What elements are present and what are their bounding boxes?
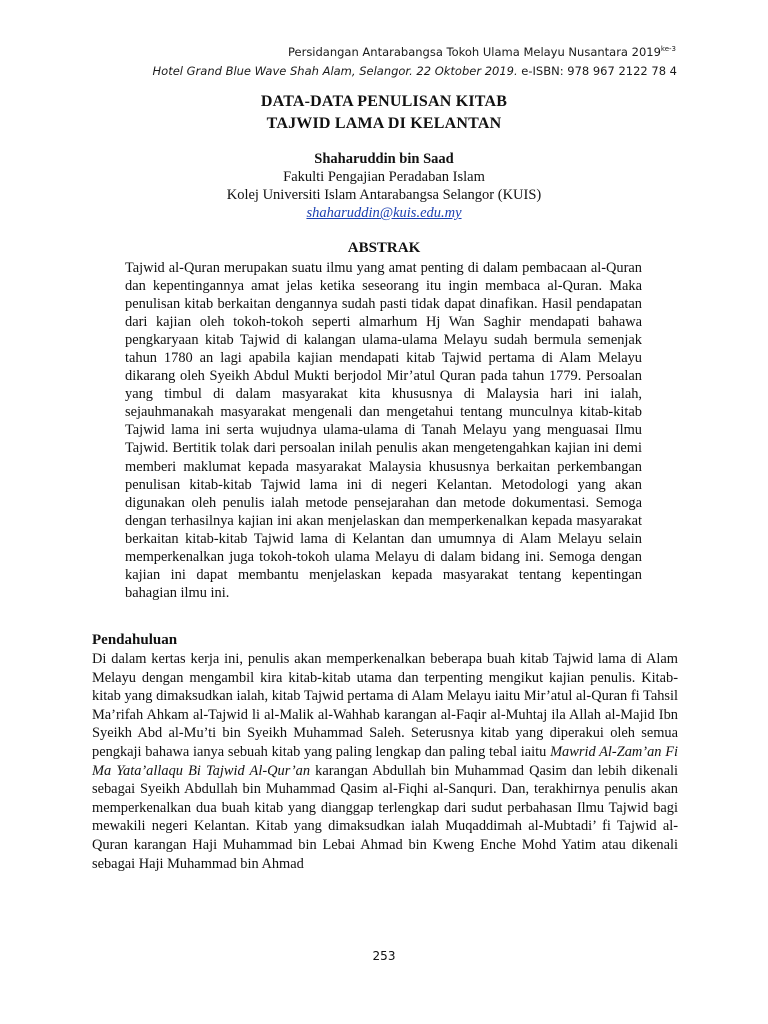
section-text-part2: karangan Abdullah bin Muhammad Qasim dan lebih dikenali sebagai Syeikh Abdullah bin Muhammad Qasim al-Fiqhi al-Sanquri. Dan, terakhirnya penulis akan memperkenalkan dua buah kitab yang dianggap terlengkap dari sudut perbahasan Ilmu Tajwid bagi mewakili negeri Kelantan. Kitab yang dimaksudkan ialah Muqaddimah al-Mubtadi’ fi Tajwid al-Quran karangan Haji Muhammad bin Lebai Ahmad bin Kweng Enche Mohd Yatim atau dikenali sebagai Haji Muhammad bin Ahmad bbox=[92, 762, 678, 872]
section-heading: Pendahuluan bbox=[92, 632, 178, 648]
conference-header-line bbox=[288, 45, 676, 59]
venue-header-line bbox=[153, 64, 677, 78]
abstract-text: Tajwid al-Quran merupakan suatu ilmu yang amat penting di dalam pembacaan al-Quran dan kepentingannya amat jelas ketika seseorang itu ingin membaca al-Quran. Maka penulisan kitab berkaitan dengannya sudah pasti tidak dapat dinafikan. Hasil pendapatan dari kajian oleh tokoh-tokoh seperti almarhum Hj Wan Saghir mendapati bahawa pengkaryaan kitab Tajwid di kalangan ulama-ulama Melayu sudah bermula semenjak tahun 1780 an lagi apabila kajian mendapati kitab Tajwid pertama di Alam Melayu dikarang oleh Syeikh Abdul Mukti berjodol Mir’atul Quran pada tahun 1779. Persoalan yang timbul di dalam masyarakat kita khususnya di Malaysia hari ini ialah, sejauhmanakah masyarakat mengenali dan mengetahui tentang munculnya kitab-kitab Tajwid lama ini serta wujudnya ulama-ulama di Tanah Melayu yang menguasai Ilmu Tajwid. Bertitik tolak dari persoalan inilah penulis akan mengetengahkan kajian ini demi memberi maklumat kepada masyarakat Malaysia khususnya berkaitan perkembangan penulisan kitab-kitab Tajwid lama ini di negeri Kelantan. Metodologi yang akan digunakan oleh penulis ialah metode pensejarahan dan metode dokumentasi. Semoga dengan terhasilnya kajian ini akan menjelaskan dan memperkenalkan kepada masyarakat berkaitan kitab-kitab Tajwid lama di Kelantan dan umumnya di Alam Melayu selain memperkenalkan juga tokoh-tokoh ulama Melayu di dalam bidang ini. Semoga dengan kajian ini dapat membantu menjelaskan kepada masyarakat tentang kepentingan bahagian ilmu ini. bbox=[125, 260, 642, 601]
section-text-part1: Di dalam kertas kerja ini, penulis akan memperkenalkan beberapa buah kitab Tajwid lama di Alam Melayu dengan mengambil kira kitab-kitab utama dan terpenting mengikut kajian penulis. Kitab-kitab yang dimaksudkan ialah, kitab Tajwid pertama di Alam Melayu iaitu Mir’atul al-Quran fi Tahsil Ma’rifah Ahkam al-Tajwid li al-Malik al-Wahhab karangan al-Faqir al-Muhtaj ila Allah al-Majid Ibn Syeikh Abd al-Mu’ti bin Syeikh Muhammad Saleh. Seterusnya kitab yang diperakui oleh semua pengkaji bahawa ianya sebuah kitab yang paling lengkap dan paling tebal iaitu bbox=[92, 651, 678, 760]
abstract-heading: ABSTRAK bbox=[347, 240, 421, 256]
book-title-italic: Mawrid Al-Zam’an Fi Ma Yata’allaqu Bi Tajwid Al-Qur’an bbox=[92, 743, 678, 779]
author-faculty: Fakulti Pengajian Peradaban Islam bbox=[283, 169, 485, 185]
section-body bbox=[92, 650, 678, 873]
isbn-text: e-ISBN: 978 967 2122 78 4 bbox=[517, 64, 677, 78]
author-institution: Kolej Universiti Islam Antarabangsa Selangor (KUIS) bbox=[226, 187, 542, 203]
conference-name: Persidangan Antarabangsa Tokoh Ulama Melayu Nusantara 2019 bbox=[287, 45, 661, 59]
author-email-link[interactable]: shaharuddin@kuis.edu.my bbox=[306, 205, 462, 221]
author-name: Shaharuddin bin Saad bbox=[314, 151, 454, 167]
venue-text: Hotel Grand Blue Wave Shah Alam, Selangor. 22 Oktober 2019. bbox=[152, 64, 518, 78]
page-number: 253 bbox=[372, 949, 396, 963]
paper-title-line1: DATA-DATA PENULISAN KITAB bbox=[260, 93, 508, 110]
edition-superscript: ke-3 bbox=[660, 45, 676, 54]
paper-title-line2: TAJWID LAMA DI KELANTAN bbox=[266, 115, 502, 132]
